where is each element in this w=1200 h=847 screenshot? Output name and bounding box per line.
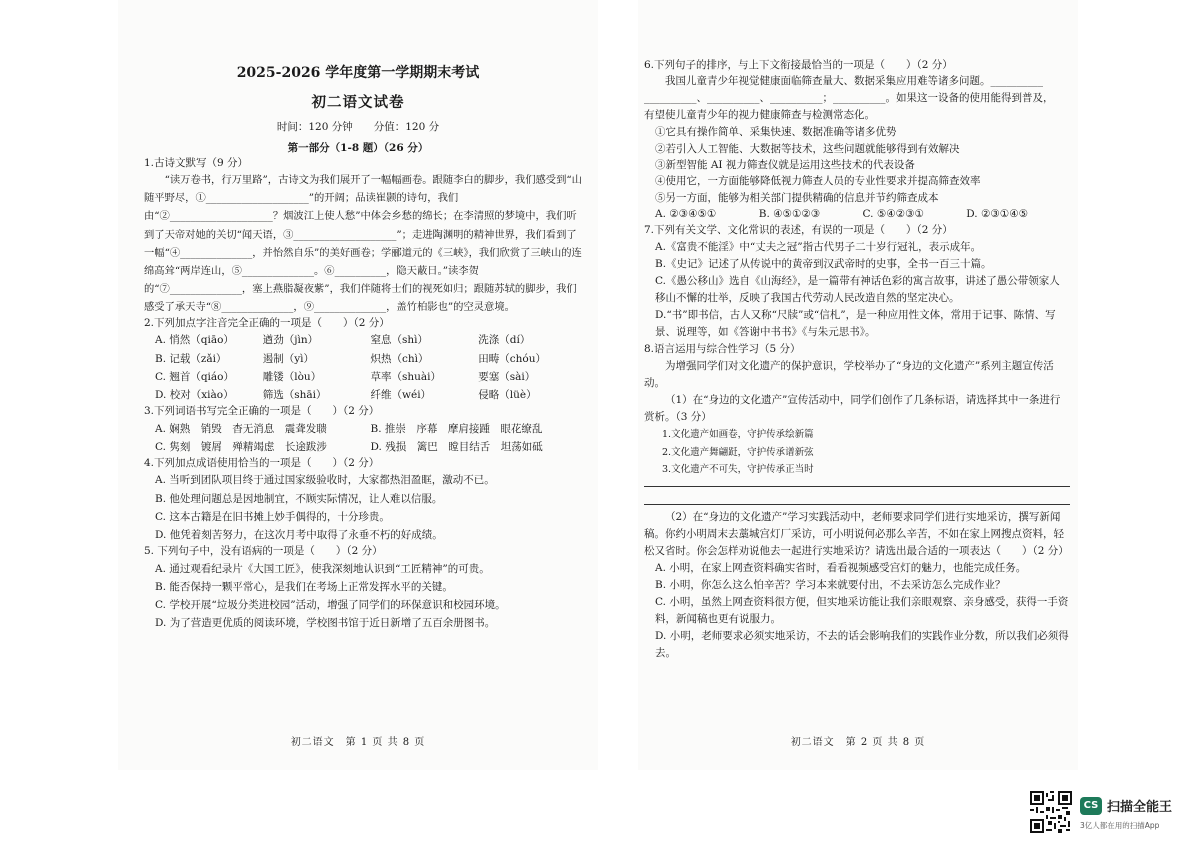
q4-option-a: A. 当听到团队项目终于通过国家级验收时，大家都热泪盈眶，激动不已。 <box>155 474 495 487</box>
page-2-content <box>644 58 1070 662</box>
camscanner-logo: CS <box>1080 797 1102 815</box>
q1-heading: 1.古诗文默写（9 分） <box>144 157 249 169</box>
q3-options-cd: C. 隽刻 镀屑 殚精竭虑 长途跋涉 D. 残损 篱巴 瞠目结舌 坦荡如砥 <box>155 440 543 453</box>
q8-option-d: D. 小明，老师要求必须实地采访，不去的话会影响我们的实践作业分数，所以我们必须得去。 <box>655 629 1069 659</box>
q6-line-3: 有望使儿童青少年的视力健康筛查与检测常态化。 <box>644 109 875 122</box>
q4-heading: 4.下列加点成语使用恰当的一项是（ ）（2 分） <box>144 457 380 470</box>
q2-option-a: A. 悄然（qiāo） 遒劲（jìn） 窒息（shì） 洗涤（dí） <box>155 334 531 347</box>
part-heading: 第一部分（1-8 题）（26 分） <box>287 142 429 154</box>
q8-part-2: （2）在“身边的文化遗产”学习实践活动中，老师要求同学们进行实地采访，撰写新闻稿。你约小明周末去藁城宫灯厂采访，可小明说何必那么辛苦，不如在家上网搜点资料，轻松又省时。你会怎样劝说他去一起进行实地采访？请选出最合适的一项表达（ ）（2 分） <box>644 510 1069 557</box>
page-1-content <box>144 156 586 633</box>
q6-item-2: ②若引入人工智能、大数据等技术，这些问题就能够得到有效解决 <box>655 142 960 155</box>
q6-choices: A. ②③④⑤① B. ④⑤①②③ C. ⑤④②③① D. ②③①④⑤ <box>655 208 1029 221</box>
exam-page-2 <box>638 0 1078 770</box>
q8-slogan-2: 2.文化遗产舞翩跹，守护传承谱新弦 <box>662 446 814 458</box>
q4-option-b: B. 他处理问题总是因地制宜，不顾实际情况，让人难以信服。 <box>155 492 443 505</box>
qr-code-icon <box>1030 791 1072 833</box>
exam-page-1 <box>118 0 598 770</box>
q5-option-b: B. 能否保持一颗平常心，是我们在考场上正常发挥水平的关键。 <box>155 580 453 593</box>
q8-part-1: （1）在“身边的文化遗产”宣传活动中，同学们创作了几条标语，请选择其中一条进行赏析。（3 分） <box>644 394 1061 424</box>
q6-heading: 6.下列句子的排序，与上下文衔接最恰当的一项是（ ）（2 分） <box>644 59 953 71</box>
exam-meta: 时间：120 分钟 分值：120 分 <box>276 121 440 133</box>
q7-option-d: D.“书”即书信，古人又称“尺牍”或“信札”，是一种应用性文体，常用于记事、陈情、写景、说理等，如《答谢中书书》《与朱元思书》。 <box>655 309 1056 339</box>
q5-heading: 5. 下列句子中，没有语病的一项是（ ）（2 分） <box>144 545 383 558</box>
q5-option-c: C. 学校开展“垃圾分类进校园”活动，增强了同学们的环保意识和校园环境。 <box>155 599 506 612</box>
answer-line-1 <box>644 486 1070 487</box>
q5-option-a: A. 通过观看纪录片《大国工匠》，使我深刻地认识到“工匠精神”的可贵。 <box>155 562 490 575</box>
q1-passage: “读万卷书，行万里路”，古诗文为我们展开了一幅幅画卷。跟随李白的脚步，我们感受到“山随平野尽，①____________________”的开阔；品读崔颢的诗句，我们由“②____________________？烟波江上使人愁”中体会乡愁的绵长；在李清照的梦境中，我们听到了天帝对她的关切“闻天语，③____________________”；走进陶渊明的精神世界，我们看到了一幅“④______________，并怡然自乐”的美好画卷；学郦道元的《三峡》，我们欣赏了三峡山的连绵高耸“两岸连山，⑤______________。⑥__________，隐天蔽日。”读李贺的“⑦______________，塞上燕脂凝夜紫”，我们伴随将士们的视死如归；跟随苏轼的脚步，我们感受了承天寺“⑧______________，⑨______________，盖竹柏影也”的空灵意境。 <box>144 174 582 313</box>
q8-option-c: C. 小明，虽然上网查资料很方便，但实地采访能让我们亲眼观察、亲身感受，获得一手资料，新闻稿也更有说服力。 <box>655 595 1069 625</box>
camscanner-badge <box>1030 791 1190 835</box>
q7-option-a: A.《富贵不能淫》中“丈夫之冠”指古代男子二十岁行冠礼，表示成年。 <box>655 241 982 254</box>
page-2-footer: 初二语文 第 2 页 共 8 页 <box>790 736 926 748</box>
exam-title: 2025-2026 学年度第一学期期末考试 <box>236 65 480 81</box>
q8-slogan-3: 3.文化遗产不可失，守护传承正当时 <box>662 463 814 475</box>
q8-slogan-1: 1.文化遗产如画卷，守护传承绘新篇 <box>662 429 814 441</box>
q8-heading: 8.语言运用与综合性学习（5 分） <box>644 343 801 356</box>
camscanner-name: 扫描全能王 <box>1107 800 1173 815</box>
q5-option-d: D. 为了营造更优质的阅读环境，学校图书馆于近日新增了五百余册图书。 <box>155 617 496 630</box>
q2-heading: 2.下列加点字注音完全正确的一项是（ ）（2 分） <box>144 317 390 330</box>
q8-option-b: B. 小明，你怎么这么怕辛苦？学习本来就要付出，不去采访怎么完成作业？ <box>655 578 1006 591</box>
q6-item-3: ③新型智能 AI 视力筛查仪就是运用这些技术的代表设备 <box>655 158 915 171</box>
q3-heading: 3.下列词语书写完全正确的一项是（ ）（2 分） <box>144 405 380 418</box>
page-1-footer: 初二语文 第 1 页 共 8 页 <box>290 736 426 748</box>
q4-option-c: C. 这本古籍是在旧书摊上妙手偶得的，十分珍贵。 <box>155 510 390 523</box>
q7-option-b: B.《史记》记述了从传说中的黄帝到汉武帝时的史事，全书一百三十篇。 <box>655 258 992 271</box>
q7-option-c: C.《愚公移山》选自《山海经》，是一篇带有神话色彩的寓言故事，讲述了愚公带领家人移山不懈的壮举，反映了我国古代劳动人民改造自然的坚定决心。 <box>655 275 1060 305</box>
q6-item-5: ⑤另一方面，能够为相关部门提供精确的信息并节约筛查成本 <box>655 191 939 204</box>
q6-line-2: __________、__________、__________；__________。如果这一设备的使用能得到普及， <box>644 92 1054 105</box>
q6-item-1: ①它具有操作简单、采集快速、数据准确等诸多优势 <box>655 126 897 139</box>
q2-option-c: C. 翘首（qiáo） 雕镂（lòu） 草率（shuài） 要塞（sài） <box>155 370 536 383</box>
q2-option-b: B. 记载（zǎi） 遏制（yì） 炽热（chì） 田畴（chóu） <box>155 352 546 365</box>
q6-item-4: ④使用它，一方面能够降低视力筛查人员的专业性要求并提高筛查效率 <box>655 175 981 188</box>
q6-line-1: 我国儿童青少年视觉健康面临筛查量大、数据采集应用难等诸多问题。__________ <box>665 75 1043 88</box>
q2-option-d: D. 校对（xiào） 筛选（shāi） 纤维（wéi） 侵略（lüè） <box>155 389 537 402</box>
camscanner-tagline: 3亿人都在用的扫描App <box>1080 821 1160 830</box>
q8-option-a: A. 小明，在家上网查资料确实省时，看看视频感受宫灯的魅力，也能完成任务。 <box>655 561 1027 574</box>
q3-options-ab: A. 娴熟 销毁 杳无消息 震聋发聩 B. 推崇 序幕 摩肩接踵 眼花缭乱 <box>155 422 543 435</box>
exam-subtitle: 初二语文试卷 <box>311 94 405 111</box>
q4-option-d: D. 他凭着刻苦努力，在这次月考中取得了永垂不朽的好成绩。 <box>155 529 443 542</box>
answer-line-2 <box>644 504 1070 505</box>
q8-intro: 为增强同学们对文化遗产的保护意识，学校举办了“身边的文化遗产”系列主题宣传活动。 <box>644 360 1054 390</box>
q7-heading: 7.下列有关文学、文化常识的表述，有误的一项是（ ）（2 分） <box>644 224 953 237</box>
